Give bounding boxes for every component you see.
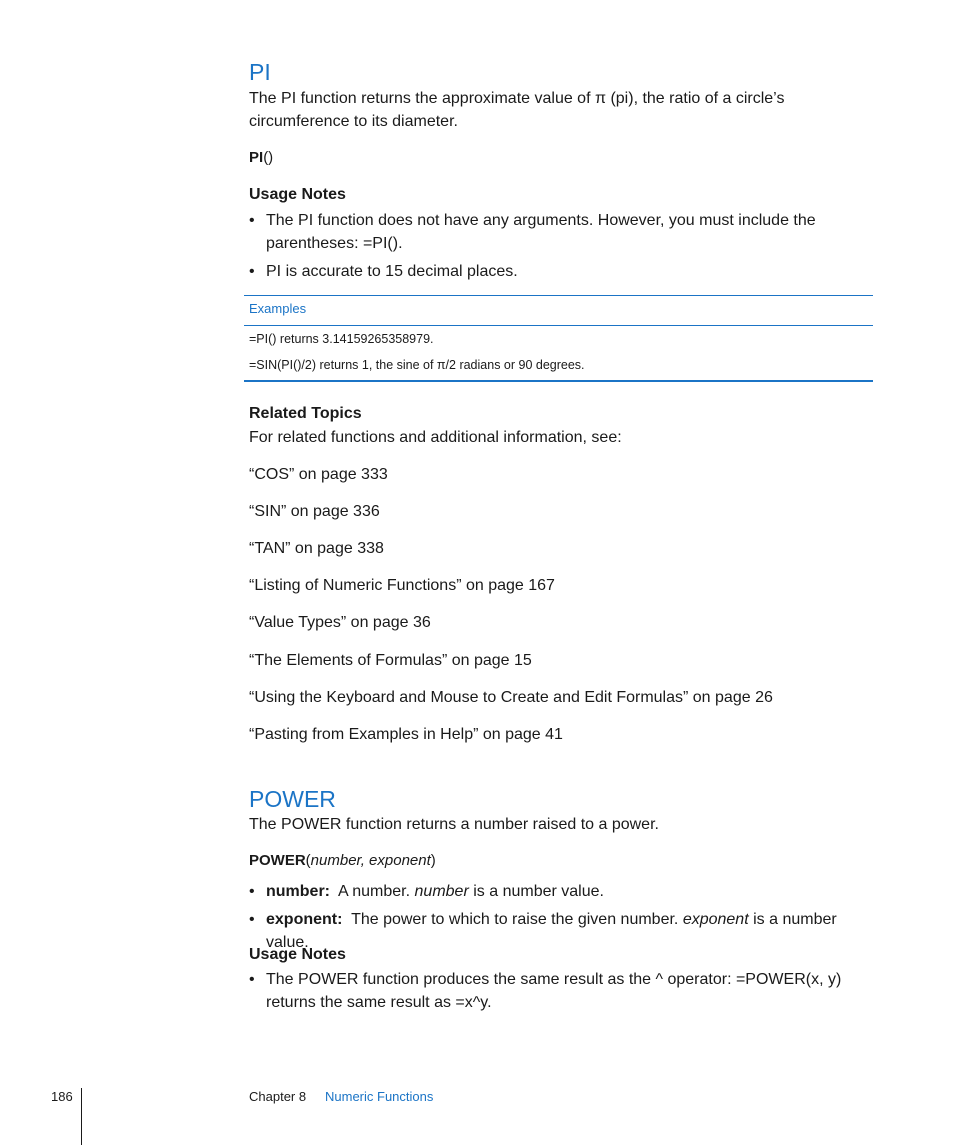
pi-note-1	[249, 209, 869, 255]
example-line-2: =SIN(PI()/2) returns 1, the sine of π/2 radians or 90 degrees.	[249, 358, 585, 372]
bullet-dot: •	[249, 263, 255, 280]
power-arg-number-desc: A number.	[338, 883, 411, 900]
examples-top-rule	[244, 295, 873, 296]
examples-header-rule	[244, 325, 873, 326]
pi-note-2	[249, 260, 869, 283]
power-arg-exponent-desc: The power to which to raise the given number.	[351, 911, 679, 928]
pi-intro-line-2: circumference to its diameter.	[249, 113, 458, 130]
power-syntax-name: POWER	[249, 852, 306, 869]
bullet-dot: •	[249, 911, 255, 928]
power-note-1-line-2: returns the same result as =x^y.	[266, 994, 492, 1011]
power-arg-exponent	[249, 908, 874, 951]
pi-syntax	[249, 149, 273, 166]
power-note-1	[249, 968, 869, 1014]
power-arg-exponent-rest: is a number value.	[266, 911, 837, 951]
pi-syntax-args: ()	[263, 149, 274, 166]
power-syntax	[249, 852, 436, 869]
footer-divider	[81, 1088, 82, 1145]
related-link-numeric-functions[interactable]: “Listing of Numeric Functions” on page 167	[249, 577, 555, 594]
pi-note-1-line-2: parentheses: =PI().	[266, 235, 403, 252]
bullet-dot: •	[249, 212, 255, 229]
pi-syntax-name: PI	[249, 149, 264, 166]
pi-note-2-line-1: PI is accurate to 15 decimal places.	[266, 263, 518, 280]
examples-heading: Examples	[249, 301, 307, 316]
power-arg-number-text	[266, 880, 866, 903]
power-usage-heading: Usage Notes	[249, 946, 346, 963]
related-link-keyboard-mouse[interactable]: “Using the Keyboard and Mouse to Create and Edit Formulas” on page 26	[249, 689, 773, 706]
power-arg-number-rest: is a number value.	[473, 883, 604, 900]
bullet-dot: •	[249, 883, 255, 900]
power-arg-exponent-text	[266, 908, 876, 954]
power-arg-number-italic: number	[414, 883, 469, 900]
pi-note-1-line-1: The PI function does not have any arguments. However, you must include the	[266, 212, 816, 229]
related-link-cos[interactable]: “COS” on page 333	[249, 466, 388, 483]
bullet-dot: •	[249, 971, 255, 988]
page-number: 186	[51, 1089, 73, 1104]
examples-bottom-rule	[244, 380, 873, 382]
power-heading: POWER	[249, 786, 336, 812]
power-arg-number-term: number:	[266, 883, 330, 900]
power-arg-number	[249, 880, 869, 903]
related-link-pasting-examples[interactable]: “Pasting from Examples in Help” on page 41	[249, 726, 563, 743]
pi-usage-heading: Usage Notes	[249, 186, 346, 203]
footer-chapter-title: Numeric Functions	[325, 1089, 434, 1104]
related-topics-intro: For related functions and additional information, see:	[249, 429, 622, 446]
power-intro: The POWER function returns a number raised to a power.	[249, 816, 659, 833]
pi-intro-line-1: The PI function returns the approximate value of π (pi), the ratio of a circle’s	[249, 90, 785, 107]
footer-chapter: Chapter 8	[249, 1089, 307, 1104]
power-syntax-close: )	[430, 852, 436, 869]
power-note-1-line-1: The POWER function produces the same result as the ^ operator: =POWER(x, y)	[266, 971, 842, 988]
related-link-sin[interactable]: “SIN” on page 336	[249, 503, 380, 520]
power-syntax-open: (	[305, 852, 311, 869]
pi-heading: PI	[249, 59, 271, 85]
power-syntax-args: number, exponent	[310, 852, 431, 869]
power-arg-exponent-italic: exponent	[682, 911, 749, 928]
example-line-1: =PI() returns 3.14159265358979.	[249, 332, 434, 346]
power-arg-exponent-term: exponent:	[266, 911, 343, 928]
related-topics-heading: Related Topics	[249, 405, 362, 422]
related-link-value-types[interactable]: “Value Types” on page 36	[249, 614, 431, 631]
related-link-elements-of-formulas[interactable]: “The Elements of Formulas” on page 15	[249, 652, 532, 669]
related-link-tan[interactable]: “TAN” on page 338	[249, 540, 384, 557]
